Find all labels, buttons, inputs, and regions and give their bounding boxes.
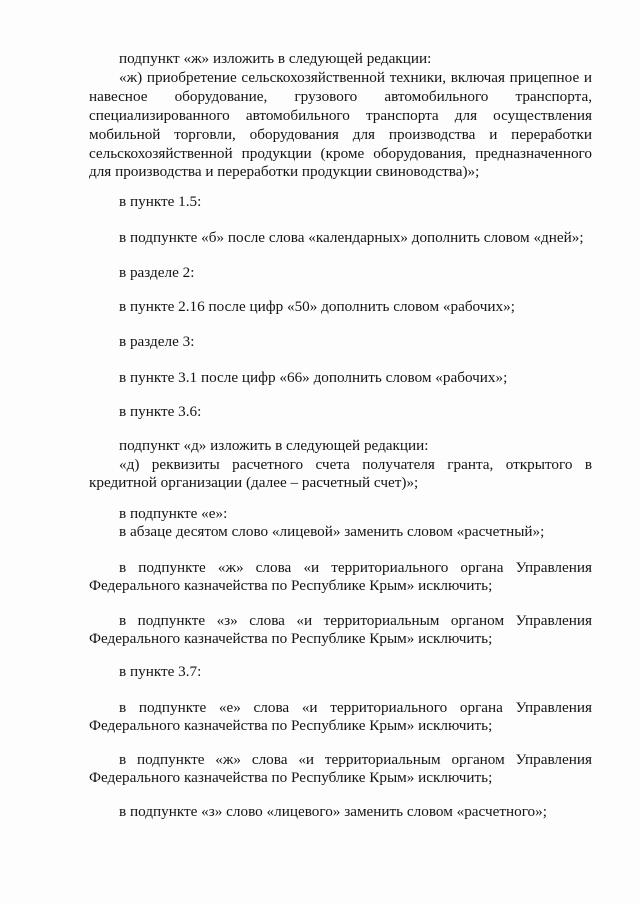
text-line: в пункте 3.6: [119,403,202,420]
text-line: в абзаце десятом слово «лицевой» заменить словом «расчетный»; [119,523,545,540]
text-line: мобильной торговли, оборудования для производства и переработки [89,126,592,143]
text-line: «ж) приобретение сельскохозяйственной техники, включая прицепное и [119,69,592,86]
text-line: Федерального казначейства по Республике Крым» исключить; [89,577,493,594]
text-line: в разделе 3: [119,333,195,350]
text-line: Федерального казначейства по Республике Крым» исключить; [89,769,493,786]
text-line: Федерального казначейства по Республике Крым» исключить; [89,717,493,734]
text-line: специализированного автомобильного транспорта для осуществления [89,107,592,124]
text-line: в пункте 2.16 после цифр «50» дополнить словом «рабочих»; [119,298,515,315]
text-line: в подпункте «з» слово «лицевого» заменить словом «расчетного»; [119,803,547,820]
text-line: в подпункте «ж» слова «и территориальным органом Управления [119,751,592,768]
text-line: в подпункте «з» слова «и территориальным органом Управления [119,612,592,629]
text-line: для производства и переработки продукции свиноводства)»; [89,163,480,180]
text-line: в подпункте «е» слова «и территориального органа Управления [119,699,592,716]
text-line: кредитной организации (далее – расчетный счет)»; [89,474,419,491]
text-line: в подпункте «б» после слова «календарных» дополнить словом «дней»; [119,229,584,246]
text-line: подпункт «д» изложить в следующей редакции: [119,437,429,454]
text-line: в подпункте «ж» слова «и территориального органа Управления [119,559,592,576]
text-line: в пункте 3.7: [119,663,202,680]
text-line: Федерального казначейства по Республике Крым» исключить; [89,630,493,647]
text-line: сельскохозяйственной продукции (кроме оборудования, предназначенного [89,145,592,162]
text-line: в подпункте «е»: [119,505,228,522]
text-line: подпункт «ж» изложить в следующей редакции: [119,50,432,67]
text-line: в пункте 3.1 после цифр «66» дополнить словом «рабочих»; [119,369,508,386]
text-line: навесное оборудование, грузового автомобильного транспорта, [89,88,592,105]
text-line: в разделе 2: [119,264,195,281]
text-line: в пункте 1.5: [119,193,202,210]
text-line: «д) реквизиты расчетного счета получателя гранта, открытого в [119,456,592,473]
